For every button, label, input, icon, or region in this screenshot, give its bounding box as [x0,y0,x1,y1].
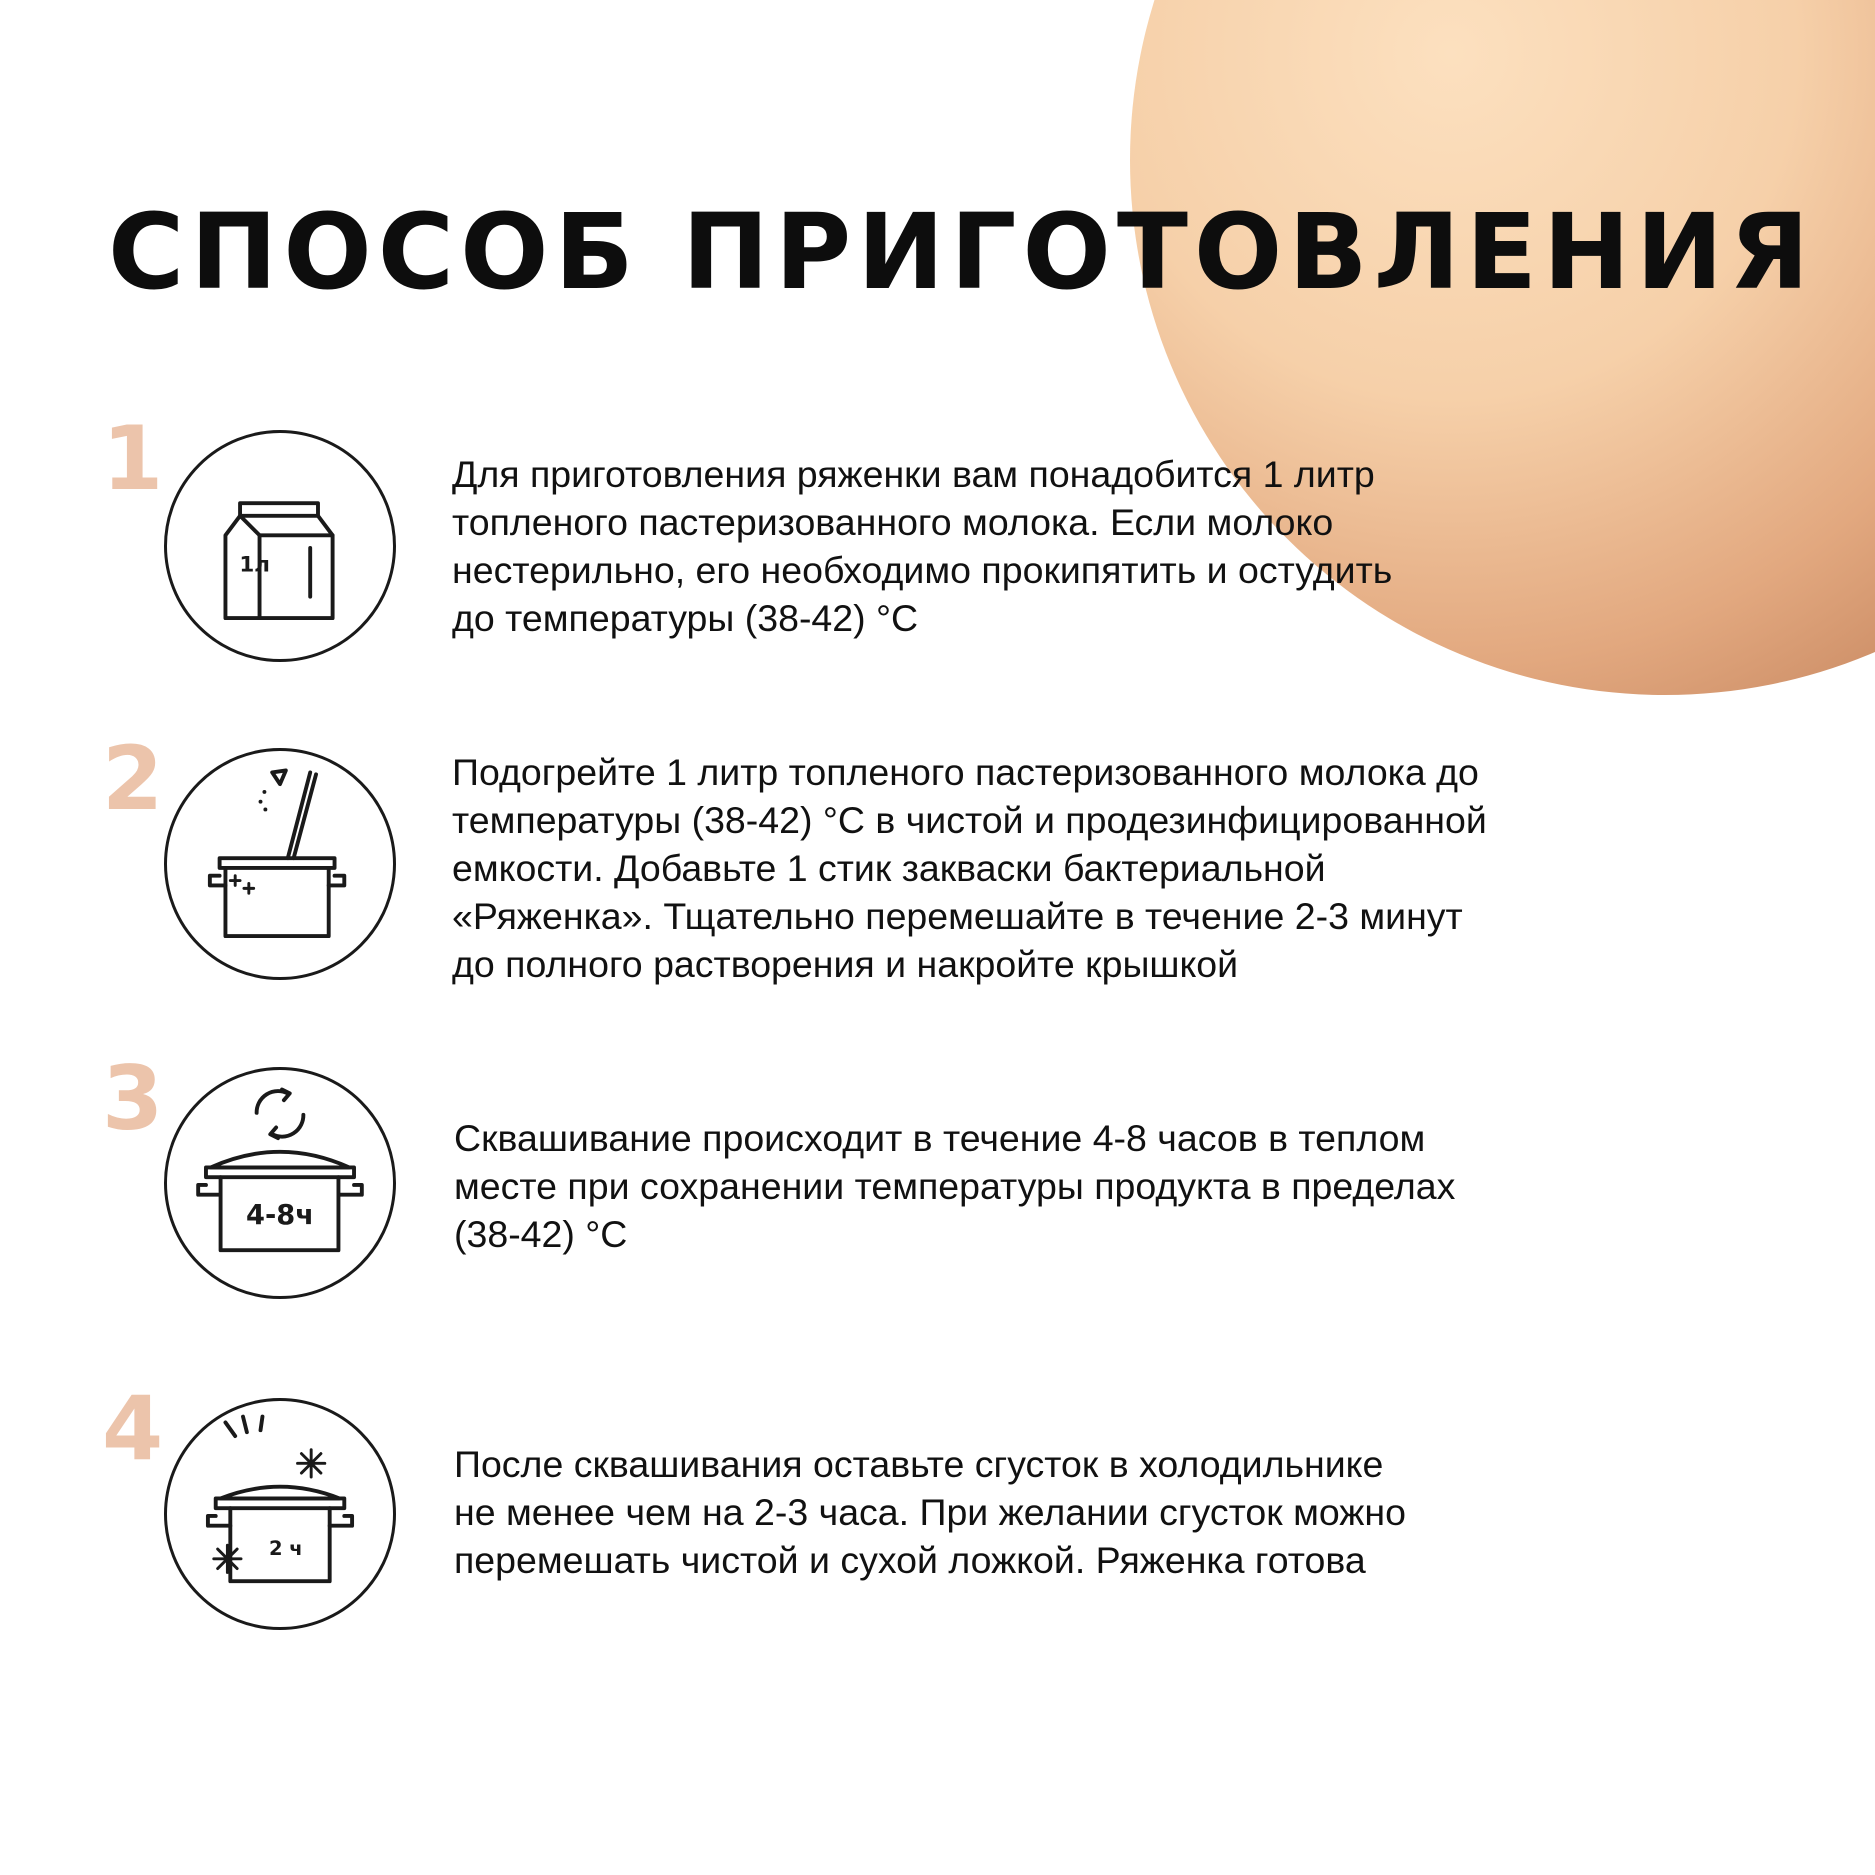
step-description: Подогрейте 1 литр топленого пастеризованного молока до температуры (38-42) °С в чистой и продезинфицированной емкости. Добавьте 1 стик закваски бактериальной «Ряженка». Тщательно перемешайте в течение 2-3 минут до полного растворения и накройте крышкой [452,751,1487,985]
step-number: 2 [102,727,164,830]
svg-text:2 ч: 2 ч [268,1536,303,1560]
step-number: 3 [102,1047,164,1150]
step-description: После сквашивания оставьте сгусток в холодильнике не менее чем на 2-3 часа. При желании сгусток можно перемешать чистой и сухой ложкой. Ряженка готова [454,1443,1406,1581]
step-description: Сквашивание происходит в течение 4-8 часов в теплом месте при сохранении температуры продукта в пределах (38-42) °С [454,1117,1456,1255]
svg-text:4-8ч: 4-8ч [246,1199,314,1231]
page-title: СПОСОБ ПРИГОТОВЛЕНИЯ [108,191,1816,313]
step-number: 1 [102,407,164,510]
milk-carton-icon [164,430,396,662]
svg-text:1л: 1л [239,552,270,578]
pot-fermenting-icon [164,1067,396,1299]
step-description: Для приготовления ряженки вам понадобится 1 литр топленого пастеризованного молока. Если молоко нестерильно, его необходимо прокипятить и остудить до температуры (38-42) °С [452,453,1393,639]
step-number: 4 [102,1377,164,1480]
pot-cooling-icon [164,1398,396,1630]
pot-with-starter-icon [164,748,396,980]
